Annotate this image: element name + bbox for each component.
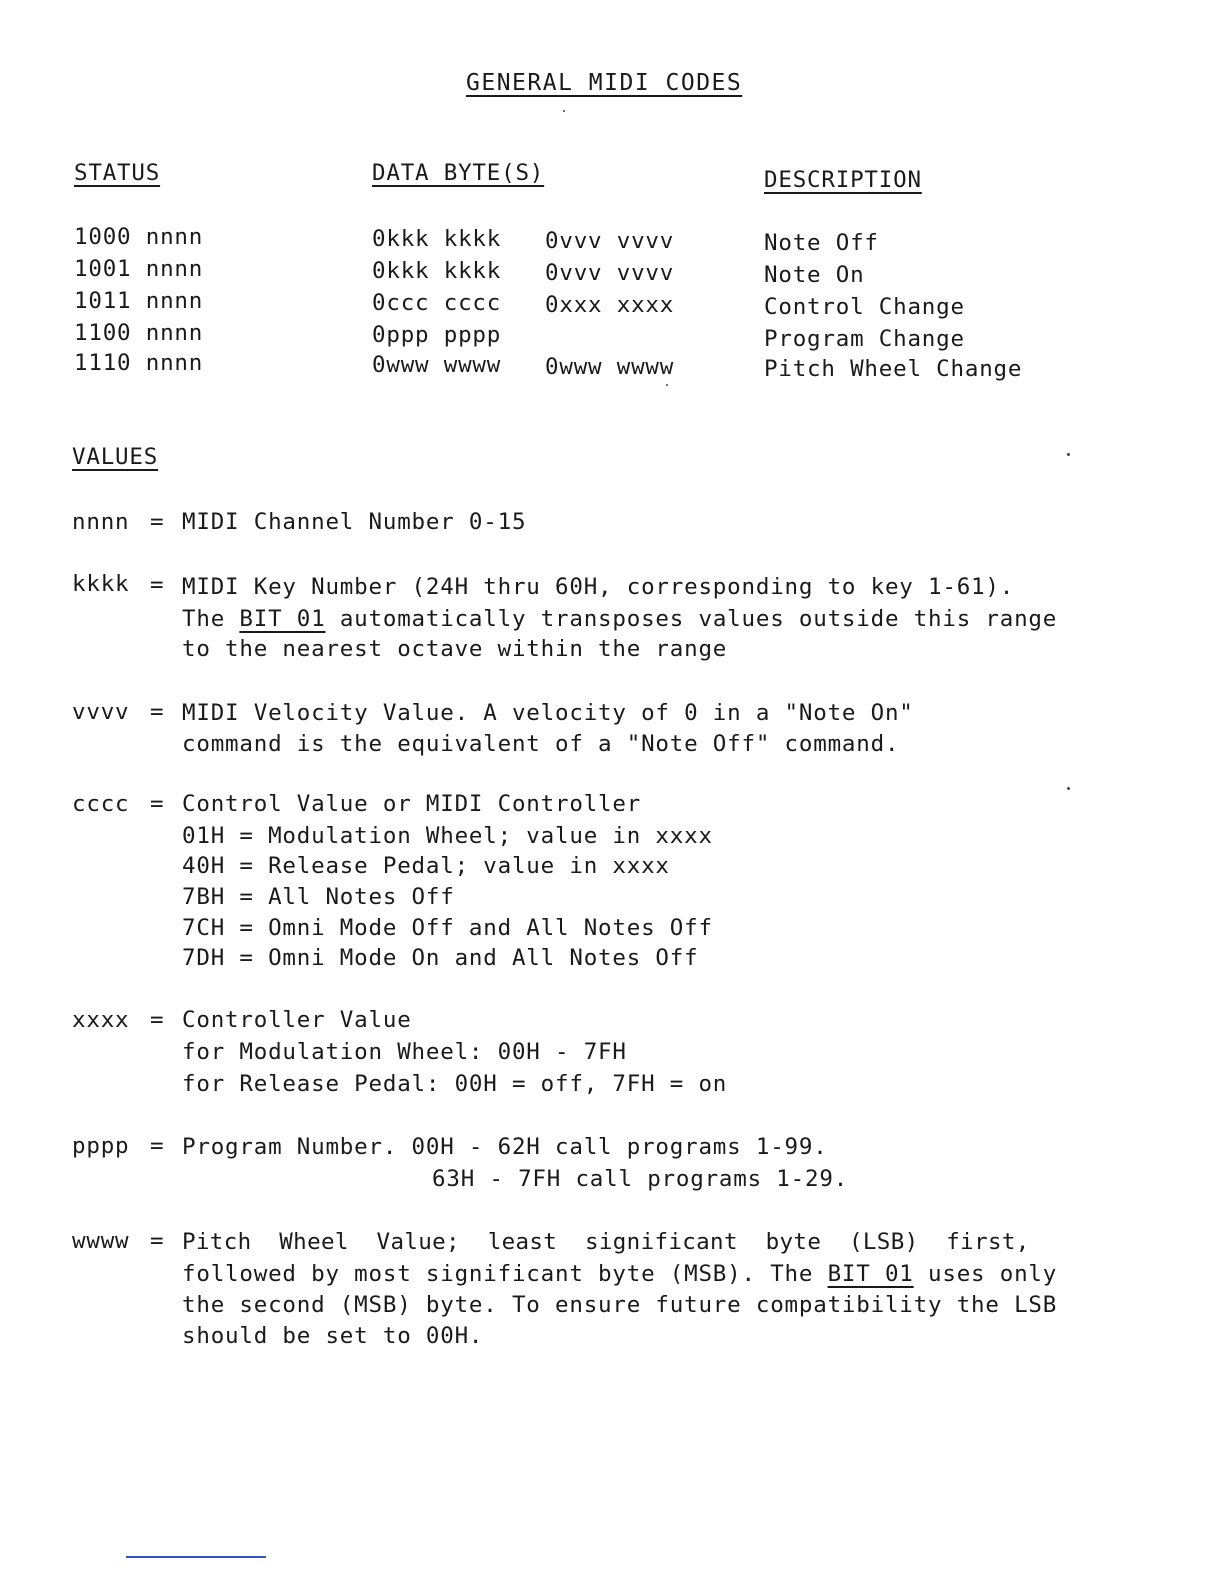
value-label: nnnn	[72, 509, 130, 535]
description-header: DESCRIPTION	[764, 167, 922, 193]
bit01-reference: BIT 01	[827, 1261, 914, 1287]
bit01-reference: BIT 01	[239, 606, 326, 632]
code-byte2: 0vvv vvvv	[545, 260, 675, 286]
value-text: 40H = Release Pedal; value in xxxx	[182, 853, 670, 879]
code-byte2: 0www wwww	[545, 354, 675, 380]
value-text: the second (MSB) byte. To ensure future compatibility the LSB	[182, 1292, 1058, 1318]
value-text	[182, 1261, 1057, 1287]
code-byte1: 0kkk kkkk	[372, 226, 502, 252]
equals-sign: =	[150, 699, 165, 725]
page-title: GENERAL MIDI CODES	[466, 70, 743, 96]
code-description: Note On	[764, 262, 865, 288]
equals-sign: =	[150, 572, 165, 598]
code-status: 1000 nnnn	[74, 224, 204, 250]
value-text: Controller Value	[182, 1007, 412, 1033]
value-text: 01H = Modulation Wheel; value in xxxx	[182, 823, 713, 849]
code-byte2: 0xxx xxxx	[545, 292, 675, 318]
value-label: cccc	[72, 791, 130, 817]
value-text: Program Number. 00H - 62H call programs 1-99.	[182, 1134, 828, 1160]
value-text-part: followed by most significant byte (MSB). The	[182, 1261, 828, 1287]
code-status: 1001 nnnn	[74, 256, 204, 282]
code-byte2: 0vvv vvvv	[545, 228, 675, 254]
value-text: MIDI Key Number (24H thru 60H, corresponding to key 1-61).	[182, 574, 1015, 600]
code-status: 1011 nnnn	[74, 288, 204, 314]
equals-sign: =	[150, 1228, 165, 1254]
value-text-part: uses only	[913, 1261, 1058, 1287]
code-byte1: 0kkk kkkk	[372, 258, 502, 284]
data-bytes-header: DATA BYTE(S)	[372, 160, 545, 186]
footer-line	[126, 1556, 266, 1558]
code-byte1: 0www wwww	[372, 352, 502, 378]
status-header: STATUS	[74, 160, 161, 186]
value-label: vvvv	[72, 699, 130, 725]
scan-speck	[666, 384, 668, 386]
code-description: Note Off	[764, 230, 879, 256]
value-text	[182, 606, 1057, 632]
code-description: Program Change	[764, 326, 965, 352]
value-text: 7DH = Omni Mode On and All Notes Off	[182, 945, 699, 971]
value-text: MIDI Velocity Value. A velocity of 0 in a "Note On"	[182, 700, 914, 726]
value-text: MIDI Channel Number 0-15	[182, 509, 527, 535]
value-label: pppp	[72, 1133, 130, 1159]
value-text-part: The	[182, 606, 240, 632]
value-text: should be set to 00H.	[182, 1323, 484, 1349]
values-heading: VALUES	[72, 444, 159, 470]
value-text: Pitch Wheel Value; least significant byte (LSB) first,	[182, 1229, 1030, 1255]
code-status: 1110 nnnn	[74, 350, 204, 376]
equals-sign: =	[150, 1133, 165, 1159]
value-text: 63H - 7FH call programs 1-29.	[432, 1166, 849, 1192]
code-status: 1100 nnnn	[74, 320, 204, 346]
equals-sign: =	[150, 509, 165, 535]
value-text: Control Value or MIDI Controller	[182, 791, 642, 817]
value-label: wwww	[72, 1228, 130, 1254]
value-text: for Release Pedal: 00H = off, 7FH = on	[182, 1071, 728, 1097]
code-byte1: 0ppp pppp	[372, 322, 502, 348]
equals-sign: =	[150, 1007, 165, 1033]
value-text: for Modulation Wheel: 00H - 7FH	[182, 1039, 627, 1065]
code-byte1: 0ccc cccc	[372, 290, 502, 316]
value-label: kkkk	[72, 571, 130, 597]
equals-sign: =	[150, 791, 165, 817]
code-description: Control Change	[764, 294, 965, 320]
value-text-part: automatically transposes values outside this range	[325, 606, 1058, 632]
scan-speck	[563, 110, 565, 112]
value-text: 7BH = All Notes Off	[182, 884, 455, 910]
value-text: to the nearest octave within the range	[182, 636, 728, 662]
value-text: 7CH = Omni Mode Off and All Notes Off	[182, 915, 713, 941]
code-description: Pitch Wheel Change	[764, 356, 1023, 382]
value-label: xxxx	[72, 1007, 130, 1033]
value-text: command is the equivalent of a "Note Off" command.	[182, 731, 900, 757]
scan-speck	[1067, 787, 1070, 790]
scan-speck	[1067, 453, 1070, 456]
